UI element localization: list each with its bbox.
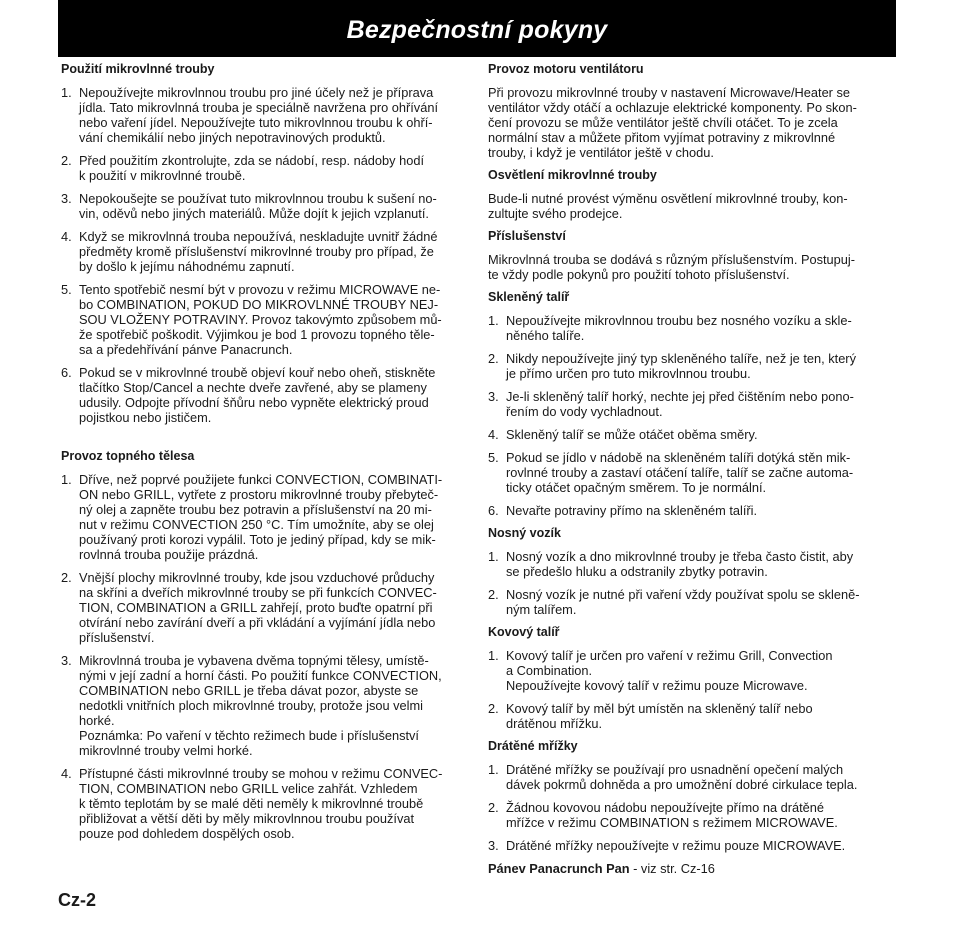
list-wire-rack [488,762,888,853]
section-heading-wire-rack: Drátěné mřížky [488,739,578,753]
list-item [488,351,888,381]
item-number: 2. [488,800,499,815]
list-item [61,472,473,562]
item-number: 3. [61,191,72,206]
item-text: Nevařte potraviny přímo na skleněném talíři. [506,503,758,518]
list-item [488,838,888,853]
list-item [488,389,888,419]
list-item [61,191,473,221]
item-number: 4. [488,427,499,442]
item-number: 2. [488,351,499,366]
item-number: 1. [488,762,499,777]
list-item [488,800,888,830]
item-number: 2. [61,153,72,168]
item-text: Když se mikrovlnná trouba nepoužívá, neskladujte uvnitř žádné předměty kromě příslušenství mikrovlnné trouby pro případ, že by došlo k jejímu náhodnému zapnutí. [79,229,438,274]
section-heading-glass-tray: Skleněný talíř [488,290,570,304]
page-title: Bezpečnostní pokyny [346,16,608,44]
item-text: Drátěné mřížky se používají pro usnadnění opečení malých dávek pokrmů dohněda a pro umožnění dobré cirkulace tepla. [506,762,858,792]
item-number: 5. [61,282,72,297]
item-text: Žádnou kovovou nádobu nepoužívejte přímo na drátěné mřížce v režimu COMBINATION s režimem MICROWAVE. [506,800,838,830]
panacrunch-reference [488,861,888,876]
list-item [61,653,473,758]
item-text: Je-li skleněný talíř horký, nechte jej před čištěním nebo pono- řením do vody vychladnout. [506,389,854,419]
list-item [488,701,888,731]
item-text: Kovový talíř je určen pro vaření v režimu Grill, Convection a Combination. Nepoužívejte kovový talíř v režimu pouze Microwave. [506,648,833,693]
item-text: Skleněný talíř se může otáčet oběma směry. [506,427,758,442]
item-text: Mikrovlnná trouba je vybavena dvěma topnými tělesy, umístě- nými v její zadní a horní části. Po použití funkce CONVECTION, COMBINATION nebo GRILL je třeba dávat pozor, abyste se nedotkli vnitřních ploch mikrovlnné trouby, protože jsou velmi horké. Poznámka: Po vaření v těchto režimech bude i příslušenství mikrovlnné trouby velmi horké. [79,653,442,758]
section-heading-fan: Provoz motoru ventilátoru [488,62,644,76]
list-item [488,648,888,693]
paragraph-fan: Při provozu mikrovlnné trouby v nastavení Microwave/Heater se ventilátor vždy otáčí a ochlazuje elektrické komponenty. Po skon- čení provozu se může ventilátor ještě chvíli otáčet. To je zcela normální stav a můžete přitom vyjímat potraviny z mikrovlnné trouby, i když je ventilátor ještě v chodu. [488,85,857,160]
item-text: Dříve, než poprvé použijete funkci CONVECTION, COMBINATI- ON nebo GRILL, vytřete z prostoru mikrovlnné trouby přebyteč- ný olej a zapněte troubu bez potravin a příslušenství na 20 mi- nut v režimu CONVECTION 250 °C. Tím umožníte, aby se olej používaný proti korozi vypálil. Toto je jediný případ, kdy se mik- rovlnná trouba použije prázdná. [79,472,443,562]
list-glass-tray [488,313,888,518]
item-text: Před použitím zkontrolujte, zda se nádobí, resp. nádoby hodí k použití v mikrovlnné troubě. [79,153,425,183]
list-item [488,313,888,343]
item-number: 3. [488,389,499,404]
list-item [488,762,888,792]
item-number: 6. [61,365,72,380]
list-item [488,450,888,495]
list-item [61,85,473,145]
section-heading-roller-ring: Nosný vozík [488,526,561,540]
list-item [488,587,888,617]
item-number: 2. [488,587,499,602]
item-number: 1. [488,549,499,564]
item-text: Vnější plochy mikrovlnné trouby, kde jsou vzduchové průduchy na skříni a dveřích mikrovlnné trouby se při funkcích CONVEC- TION, COMBINATION a GRILL zahřejí, proto buďte opatrní při otvírání nebo zavírání dveří a při vkládání a vyjímání jídla nebo příslušenství. [79,570,437,645]
list-item [61,766,473,841]
list-metal-tray [488,648,888,731]
item-text: Přístupné části mikrovlnné trouby se mohou v režimu CONVEC- TION, COMBINATION nebo GRILL velice zahřát. Vzhledem k těmto teplotám by se malé děti neměly k mikrovlnné troubě přibližovat a větší děti by měly mikrovlnnou troubu používat pouze pod dohledem dospělých osob. [79,766,443,841]
section-heading-accessories: Příslušenství [488,229,566,243]
list-item [61,365,473,425]
list-item [488,549,888,579]
list-microwave-use [61,85,473,425]
paragraph-light: Bude-li nutné provést výměnu osvětlení mikrovlnné trouby, kon- zultujte svého prodejce. [488,191,848,221]
list-item [488,503,888,518]
list-item [61,153,473,183]
list-item [488,427,888,442]
item-number: 2. [61,570,72,585]
page-number: Cz-2 [58,890,97,910]
item-number: 2. [488,701,499,716]
item-text: Tento spotřebič nesmí být v provozu v režimu MICROWAVE ne- bo COMBINATION, POKUD DO MIKROVLNNÉ TROUBY NEJ- SOU VLOŽENY POTRAVINY. Provoz takovýmto způsobem mů- že spotřebič poškodit. Výjimkou je bod 1 provozu topného těle- sa a předehřívání pánve Panacrunch. [79,282,442,357]
item-text: Nosný vozík je nutné při vaření vždy používat spolu se sklenĕ- ným talířem. [506,587,860,617]
paragraph-accessories: Mikrovlnná trouba se dodává s různým příslušenstvím. Postupuj- te vždy podle pokynů pro použití tohoto příslušenství. [488,252,856,282]
item-text: Nepokoušejte se používat tuto mikrovlnnou troubu k sušení no- vin, oděvů nebo jiných materiálů. Může dojít k jejich vzplanutí. [79,191,437,221]
item-number: 4. [61,766,72,781]
list-item [61,282,473,357]
panacrunch-label: Pánev Panacrunch Pan [488,861,630,876]
item-text: Nepoužívejte mikrovlnnou troubu bez nosného vozíku a skle- něného talíře. [506,313,852,343]
item-number: 5. [488,450,499,465]
item-number: 1. [61,472,72,487]
section-heading-metal-tray: Kovový talíř [488,625,560,639]
section-heading-light: Osvětlení mikrovlnné trouby [488,168,657,182]
item-number: 3. [61,653,72,668]
item-number: 6. [488,503,499,518]
item-number: 1. [61,85,72,100]
item-number: 4. [61,229,72,244]
item-number: 1. [488,313,499,328]
item-text: Nikdy nepoužívejte jiný typ skleněného talíře, než je ten, který je přímo určen pro tuto mikrovlnnou troubu. [506,351,856,381]
list-item [61,570,473,645]
item-number: 3. [488,838,499,853]
item-text: Nosný vozík a dno mikrovlnné trouby je třeba často čistit, aby se předešlo hluku a odstranily zbytky potravin. [506,549,854,579]
item-text: Drátěné mřížky nepoužívejte v režimu pouze MICROWAVE. [506,838,846,853]
item-number: 1. [488,648,499,663]
item-text: Kovový talíř by měl být umístěn na skleněný talíř nebo drátěnou mřížku. [506,701,813,731]
section-heading-microwave-use: Použití mikrovlnné trouby [61,62,215,76]
item-text: Pokud se v mikrovlnné troubě objeví kouř nebo oheň, stiskněte tlačítko Stop/Cancel a nechte dveře zavřené, aby se plameny udusily. Odpojte přívodní šňůru nebo vypněte elektrický proud pojistkou nebo jističem. [79,365,436,425]
left-column [61,62,473,849]
header-bar [58,0,896,57]
right-column [488,62,888,884]
item-text: Pokud se jídlo v nádobě na skleněném talíři dotýká stěn mik- rovlnné trouby a zastaví otáčení talíře, talíř se začne automa- ticky otáčet opačným směrem. To je normální. [506,450,854,495]
panacrunch-page-ref: - viz str. Cz-16 [629,861,715,876]
section-heading-heater: Provoz topného tělesa [61,449,195,463]
list-roller-ring [488,549,888,617]
list-item [61,229,473,274]
item-text: Nepoužívejte mikrovlnnou troubu pro jiné účely než je příprava jídla. Tato mikrovlnná trouba je speciálně navržena pro ohřívání nebo vaření jídel. Nepoužívejte tuto mikrovlnnou troubu k ohří- vání chemikálií nebo jiných nepotravinových produktů. [79,85,438,145]
list-heater [61,472,473,841]
